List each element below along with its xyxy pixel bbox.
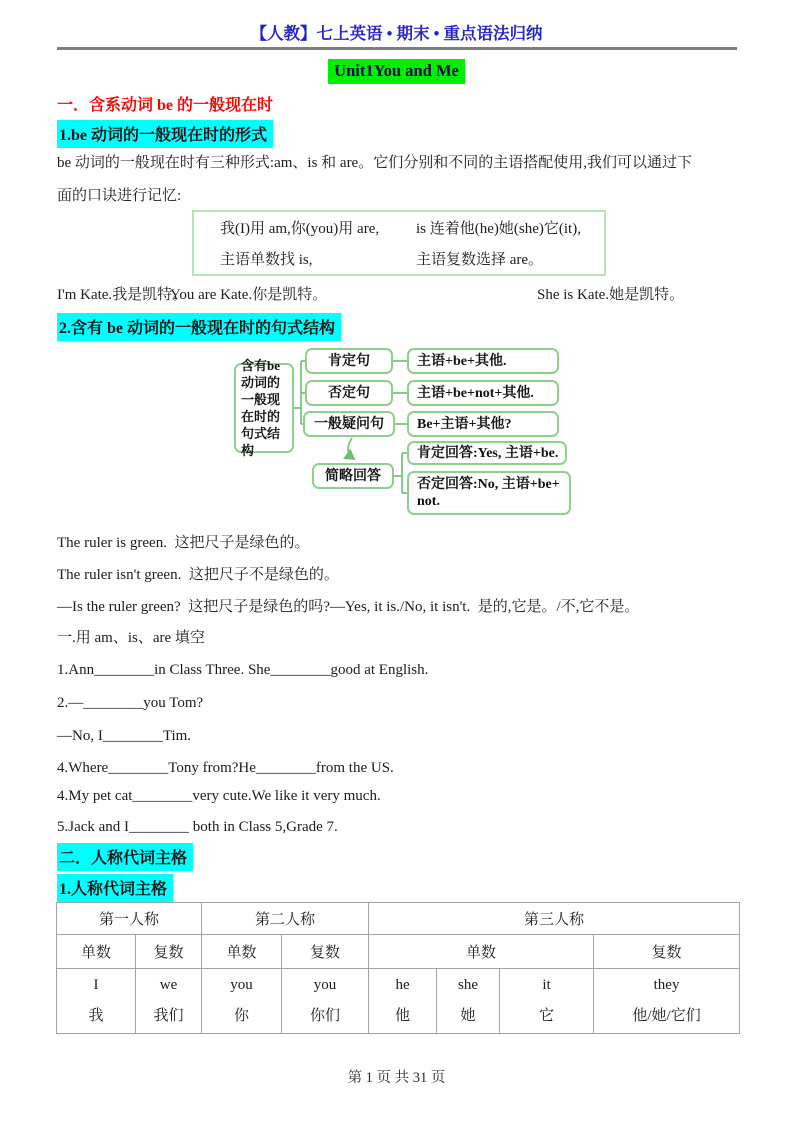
table-header-singular: 单数 [57, 935, 136, 969]
section2-heading-wrap [57, 843, 193, 871]
diagram-root-line: 含有be [241, 358, 281, 373]
diagram-affirmative-box: 肯定句 [305, 348, 393, 374]
pronoun-en: you [230, 977, 253, 993]
pronoun-zh: 你 [234, 1008, 250, 1024]
pronoun-en: you [313, 977, 337, 993]
table-header-plural: 复数 [282, 935, 369, 969]
table-row-pronouns [57, 969, 740, 1034]
table-row-person-groups [57, 903, 740, 935]
pronoun-en: we [159, 977, 178, 993]
table-header-singular: 单数 [202, 935, 282, 969]
section1-sub1-heading-wrap [57, 120, 273, 148]
mnemonic-box [192, 210, 606, 276]
section2-sub1-heading-wrap [57, 874, 173, 902]
table-header-plural: 复数 [594, 935, 740, 969]
pronoun-zh: 他 [395, 1008, 411, 1024]
diagram-negative-box: 否定句 [305, 380, 393, 406]
diagram-no-answer-line: not. [417, 494, 440, 509]
diagram-yes-answer-pattern: 肯定回答:Yes, 主语+be. [407, 441, 567, 465]
header-divider [57, 47, 737, 50]
exercise-line-4: 4.Where________Tony from?He________from the US. [57, 760, 394, 776]
pronoun-en: she [458, 977, 479, 993]
mnemonic-line-2-left: 主语单数找 is, [220, 252, 313, 268]
diagram-root-line: 在时的 [241, 409, 281, 424]
section1-sub2-heading: 2.含有 be 动词的一般现在时的句式结构 [57, 313, 341, 341]
example-she-is-kate: She is Kate.她是凯特。 [537, 287, 685, 303]
pronoun-table [56, 902, 740, 1034]
mnemonic-line-2-right: 主语复数选择 are。 [416, 252, 544, 268]
unit-title: Unit1You and Me [328, 59, 465, 84]
table-header-singular: 单数 [369, 935, 594, 969]
diagram-negative-pattern: 主语+be+not+其他. [407, 380, 559, 406]
document-title: 【人教】七上英语 • 期末 • 重点语法归纳 [250, 24, 543, 43]
ruler-example-1: The ruler is green. 这把尺子是绿色的。 [57, 535, 310, 551]
ruler-example-3: —Is the ruler green? 这把尺子是绿色的吗?—Yes, it is./No, it isn't. 是的,它是。/不,它不是。 [57, 599, 640, 615]
table-cell-pronoun [594, 969, 740, 1034]
pronoun-en: he [395, 977, 410, 993]
table-row-number-headers [57, 935, 740, 969]
table-header-plural: 复数 [136, 935, 202, 969]
pronoun-zh: 你们 [310, 1008, 341, 1024]
exercise-line-3: —No, I________Tim. [57, 728, 192, 744]
pronoun-zh: 我 [88, 1008, 104, 1024]
intro-line-2: 面的口诀进行记忆: [57, 188, 182, 204]
table-cell-pronoun [500, 969, 594, 1034]
exercise-line-1: 1.Ann________in Class Three. She________good at English. [57, 662, 429, 678]
exercise-title: 一.用 am、is、are 填空 [57, 630, 205, 646]
section2-sub1-heading: 1.人称代词主格 [57, 874, 173, 902]
diagram-no-answer-pattern [407, 471, 571, 515]
diagram-root-box [234, 358, 294, 458]
pronoun-zh: 他/她/它们 [632, 1008, 701, 1024]
table-cell-pronoun [369, 969, 437, 1034]
exercise-line-5: 4.My pet cat________very cute.We like it very much. [57, 788, 381, 804]
diagram-no-answer-line: 否定回答:No, 主语+be+ [417, 477, 560, 492]
page-number: 第 1 页 共 31 页 [347, 1070, 446, 1086]
diagram-root-line: 句式结构 [241, 426, 281, 458]
pronoun-en: they [653, 977, 680, 993]
exercise-line-6: 5.Jack and I________ both in Class 5,Grade 7. [57, 819, 338, 835]
pronoun-table-wrap [56, 902, 740, 1034]
intro-line-1: be 动词的一般现在时有三种形式:am、is 和 are。它们分别和不同的主语搭配使用,我们可以通过下 [57, 155, 692, 171]
diagram-short-answer-box: 简略回答 [312, 463, 394, 489]
table-header-third-person: 第三人称 [369, 903, 740, 935]
section1-heading: 一．含系动词 be 的一般现在时 [57, 97, 274, 114]
exercise-line-2: 2.—________you Tom? [57, 695, 204, 711]
diagram-root-line: 动词的 [241, 375, 281, 390]
diagram-connector-lines [0, 342, 793, 534]
table-cell-pronoun [437, 969, 500, 1034]
pronoun-en: I [93, 977, 99, 993]
table-cell-pronoun [57, 969, 136, 1034]
unit-title-row [0, 59, 793, 84]
ruler-example-2: The ruler isn't green. 这把尺子不是绿色的。 [57, 567, 339, 583]
mnemonic-line-1-left: 我(I)用 am,你(you)用 are, [220, 221, 380, 237]
example-you-are-kate: You are Kate.你是凯特。 [170, 287, 328, 303]
pronoun-en: it [542, 977, 551, 993]
pronoun-zh: 她 [460, 1008, 476, 1024]
section1-sub1-heading: 1.be 动词的一般现在时的形式 [57, 120, 273, 148]
diagram-question-box: 一般疑问句 [303, 411, 395, 437]
table-cell-pronoun [202, 969, 282, 1034]
table-cell-pronoun [136, 969, 202, 1034]
diagram-affirmative-pattern: 主语+be+其他. [407, 348, 559, 374]
section2-heading: 二．人称代词主格 [57, 843, 193, 871]
table-header-second-person: 第二人称 [202, 903, 369, 935]
table-cell-pronoun [282, 969, 369, 1034]
example-im-kate: I'm Kate.我是凯特。 [57, 287, 188, 303]
diagram-question-pattern: Be+主语+其他? [407, 411, 559, 437]
section1-sub2-heading-wrap [57, 313, 341, 341]
pronoun-zh: 它 [539, 1008, 555, 1024]
diagram-root-line: 一般现 [241, 392, 281, 407]
pronoun-zh: 我们 [153, 1008, 184, 1024]
sentence-structure-diagram [0, 342, 793, 534]
table-header-first-person: 第一人称 [57, 903, 202, 935]
mnemonic-line-1-right: is 连着他(he)她(she)它(it), [416, 221, 581, 237]
